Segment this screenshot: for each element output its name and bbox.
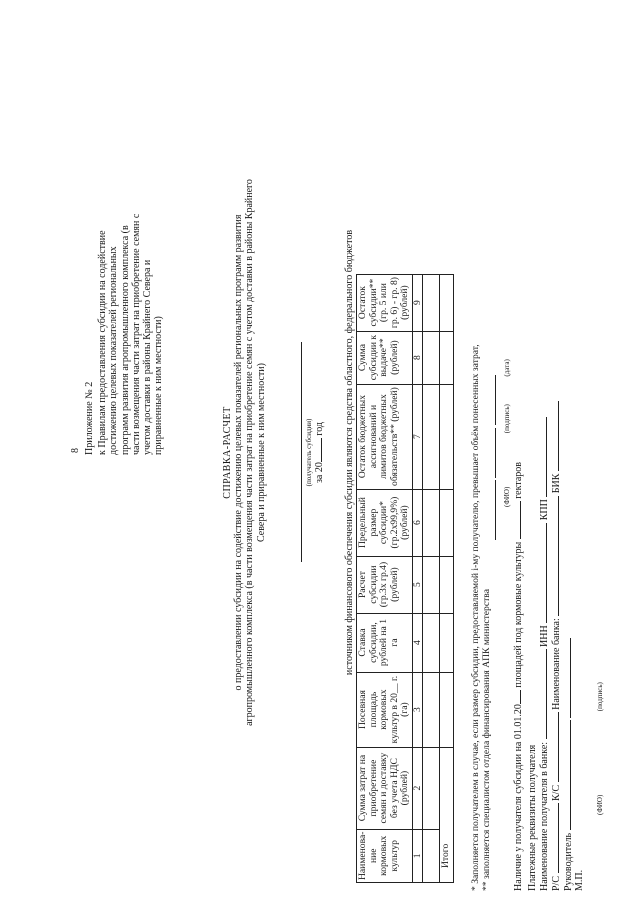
fill-line [538, 523, 547, 623]
table-cell [422, 556, 439, 613]
recipient-block [292, 0, 325, 905]
table-cell [422, 489, 439, 556]
kpp-label: КПП [539, 499, 550, 521]
table-cell [439, 489, 453, 556]
column-number: 4 [412, 613, 422, 672]
table-number-row [412, 274, 422, 882]
appendix-line: приравненные к ним местности) [153, 316, 165, 455]
table-cell [439, 672, 453, 747]
footnote-double-star: ** заполняется специалистом отдела финансирования АПК министерства [481, 589, 492, 891]
bik-label: БИК [551, 473, 562, 494]
table-header-row [357, 274, 413, 882]
table-header-cell: Расчет субсидии (гр.3х гр.4) (рублей) [357, 556, 413, 613]
sign-fill-line [487, 428, 496, 478]
head-label: Руководитель [563, 832, 574, 891]
document-subtitle-line: агропромышленного комплекса (в части возмещения части затрат на приобретение семян с учетом доставки в районы Крайнего [244, 179, 256, 726]
fill-line [538, 417, 547, 497]
document-title-block [222, 0, 267, 905]
table-cell [422, 613, 439, 672]
appendix-block [84, 95, 164, 455]
table-cell [439, 556, 453, 613]
table-header-cell: Сумма затрат на приобретение семян и доставку без учета НДС (рублей) [357, 747, 413, 829]
fill-line [562, 638, 571, 718]
report-year [313, 0, 325, 905]
column-number: 9 [412, 274, 422, 331]
appendix-line: части возмещения части затрат на приобретение семян с [130, 213, 142, 455]
remainder-suffix: гектаров [513, 462, 524, 499]
details-account-row [550, 401, 562, 891]
table-cell [422, 384, 439, 489]
column-number: 3 [412, 672, 422, 747]
details-title: Платежные реквизиты получателя [527, 744, 538, 891]
recipient-fill-line [292, 343, 302, 563]
table-row [422, 274, 439, 882]
details-head-row [562, 401, 574, 891]
inn-label: ИНН [539, 625, 550, 647]
fio-fill-line [487, 480, 496, 540]
document-subtitle-line: о предоставлении субсидии на содействие достижению целевых показателей региональных программ развития [233, 214, 245, 691]
column-number: 6 [412, 489, 422, 556]
table-header-cell: Остаток бюджетных ассигнований и лимитов бюджетных обязательств** (рублей) [357, 384, 413, 489]
table-header-cell: Остаток субсидии** (гр. 5 или гр. 6) - гр. 8) (рублей) [357, 274, 413, 331]
date-fill-line [487, 375, 496, 425]
rs-label: Р/С [551, 875, 562, 891]
funding-sources-line: источником финансового обеспечения субсидии являются средства областного, федерального бюджетов [344, 229, 355, 676]
column-number: 7 [412, 384, 422, 489]
table-cell [439, 331, 453, 384]
table-cell [439, 384, 453, 489]
ks-label: К/С [551, 784, 562, 801]
table-header-cell: Посевная площадь кормовых культур в 20__ г. (га) [357, 672, 413, 747]
fill-line [550, 803, 559, 873]
table-cell [422, 274, 439, 331]
mp-label: М.П. [574, 869, 585, 891]
appendix-line: к Правилам предоставления субсидии на содействие [97, 230, 109, 455]
area-fill-line [512, 501, 521, 539]
table-cell [439, 274, 453, 331]
table-cell [439, 613, 453, 672]
fill-line [550, 712, 559, 782]
footnote-star: * Заполняется получателем в случае, если размер субсидии, предоставляемой i-му получателю, превышает объём понесенных затрат, [470, 344, 481, 891]
bank-name-label: Наименование банка: [551, 618, 562, 710]
appendix-title: Приложение № 2 [84, 381, 95, 455]
column-number: 8 [412, 331, 422, 384]
table-cell [422, 829, 439, 882]
head-signature-captions [595, 682, 606, 815]
table-header-cell: Наименова-ние кормовых культур [357, 829, 413, 882]
table-total-row [439, 274, 453, 882]
payment-details [527, 401, 585, 891]
calculation-table [356, 274, 454, 883]
table-header-cell: Ставка субсидии, рублей на 1 га [357, 613, 413, 672]
year-prefix: за 20 [314, 462, 326, 484]
details-mp-row [574, 401, 585, 891]
head-sign-caption: (подпись) [596, 682, 604, 712]
year-suffix: год [314, 421, 326, 436]
remaining-area-line [512, 462, 524, 891]
sig-fio-caption: (ФИО) [503, 486, 511, 507]
table-cell [422, 672, 439, 747]
column-number: 5 [412, 556, 422, 613]
fill-line [550, 496, 559, 616]
remainder-middle: площадей под кормовые культуры [513, 541, 524, 688]
year-fill-line [512, 690, 521, 704]
specialist-signature-lines [487, 360, 499, 540]
remainder-prefix: Наличие у получателя субсидии на 01.01.20 [513, 704, 524, 891]
appendix-line: программ развития агропромышленного комплекса (в [119, 225, 131, 455]
appendix-line: учетом доставки в районы Крайнего Севера и [142, 259, 154, 455]
fill-line [538, 649, 547, 739]
fill-line [550, 401, 559, 471]
column-number: 2 [412, 747, 422, 829]
table-cell [422, 747, 439, 829]
bank-label: Наименование получателя в банке: [539, 741, 550, 891]
fill-line [562, 720, 571, 830]
table-cell [422, 331, 439, 384]
sig-sign-caption: (подпись) [503, 404, 511, 434]
page-number: 8 [70, 448, 81, 453]
document-subtitle-line: Севера и приравненные к ним местности) [255, 363, 267, 542]
document-title: СПРАВКА-РАСЧЕТ [222, 406, 233, 499]
details-bank-row [538, 401, 550, 891]
sig-date-caption: (дата) [503, 359, 511, 377]
table-header-cell: Предельный размер субсидии* (гр.2х99,9%) (рублей) [357, 489, 413, 556]
appendix-line: достижению целевых показателей региональных [108, 246, 120, 455]
recipient-caption: (получатель субсидии) [305, 418, 314, 487]
column-number: 1 [412, 829, 422, 882]
total-label: Итого [439, 747, 453, 882]
head-fio-caption: (ФИО) [596, 794, 604, 815]
table-header-cell: Сумма субсидии к выдаче** (рублей) [357, 331, 413, 384]
year-fill-line [313, 438, 322, 462]
